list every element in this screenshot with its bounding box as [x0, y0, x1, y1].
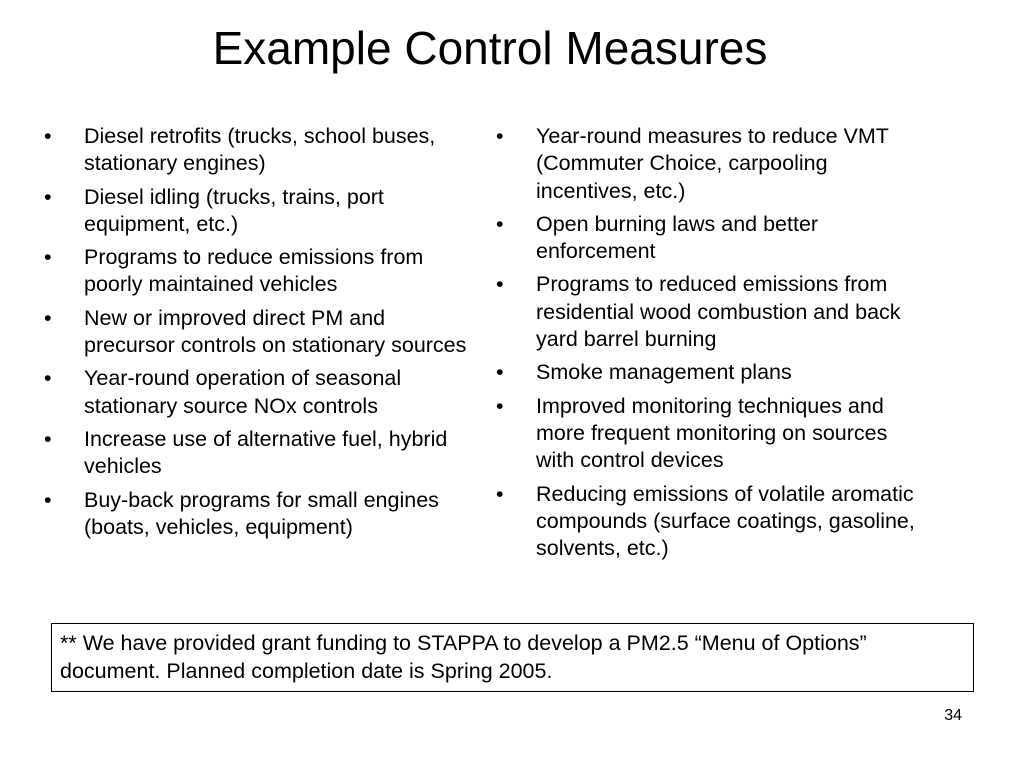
bullet-item — [496, 211, 926, 266]
bullet-item — [44, 426, 472, 481]
bullet-item — [496, 393, 926, 475]
bullet-item — [496, 271, 926, 353]
bullet-icon: • — [44, 124, 52, 148]
bullet-text: Smoke management plans — [536, 360, 792, 385]
bullet-text: New or improved direct PM and precursor controls on stationary sources — [84, 305, 467, 358]
bullet-text: Increase use of alternative fuel, hybrid vehicles — [84, 426, 448, 479]
bullet-item — [496, 359, 926, 386]
bullet-item — [44, 184, 472, 239]
note-text: ** We have provided grant funding to STAPPA to develop a PM2.5 “Menu of Options” document. Planned completion date is Spring 2005. — [60, 631, 867, 683]
bullet-text: Improved monitoring techniques and more frequent monitoring on sources with control devices — [536, 393, 888, 473]
bullet-icon: • — [496, 211, 504, 236]
bullet-text: Year-round measures to reduce VMT (Commuter Choice, carpooling incentives, etc.) — [536, 124, 889, 203]
bullet-item — [496, 123, 926, 205]
bullet-item — [44, 365, 472, 420]
slide-title: Example Control Measures — [212, 22, 768, 74]
bullet-text: Open burning laws and better enforcement — [536, 211, 819, 264]
bullet-icon: • — [496, 272, 504, 297]
bullet-text: Buy-back programs for small engines (boats, vehicles, equipment) — [84, 487, 439, 539]
bullet-item — [44, 305, 472, 360]
bullet-icon: • — [44, 487, 52, 512]
bullet-text: Diesel retrofits (trucks, school buses, stationary engines) — [84, 124, 436, 176]
bullet-icon: • — [44, 305, 52, 330]
bullet-text: Year-round operation of seasonal stationary source NOx controls — [84, 366, 402, 418]
bullet-icon: • — [44, 184, 52, 209]
right-bullet-list — [496, 123, 926, 568]
bullet-item — [44, 487, 472, 542]
note-box — [51, 623, 974, 692]
bullet-text: Diesel idling (trucks, trains, port equipment, etc.) — [84, 184, 384, 236]
bullet-icon: • — [44, 426, 52, 451]
bullet-icon: • — [496, 360, 504, 385]
bullet-text: Programs to reduced emissions from residential wood combustion and back yard barrel burning — [536, 272, 901, 352]
bullet-icon: • — [44, 366, 52, 391]
bullet-item — [496, 481, 926, 563]
bullet-icon: • — [44, 245, 52, 270]
bullet-text: Reducing emissions of volatile aromatic compounds (surface coatings, gasoline, solvents, etc.) — [536, 481, 915, 561]
page-number: 34 — [944, 707, 962, 724]
bullet-icon: • — [496, 481, 504, 506]
bullet-icon: • — [496, 124, 504, 148]
bullet-text: Programs to reduce emissions from poorly maintained vehicles — [84, 245, 424, 297]
bullet-icon: • — [496, 393, 504, 418]
left-bullet-list — [44, 123, 472, 547]
bullet-item — [44, 244, 472, 299]
bullet-item — [44, 123, 472, 178]
